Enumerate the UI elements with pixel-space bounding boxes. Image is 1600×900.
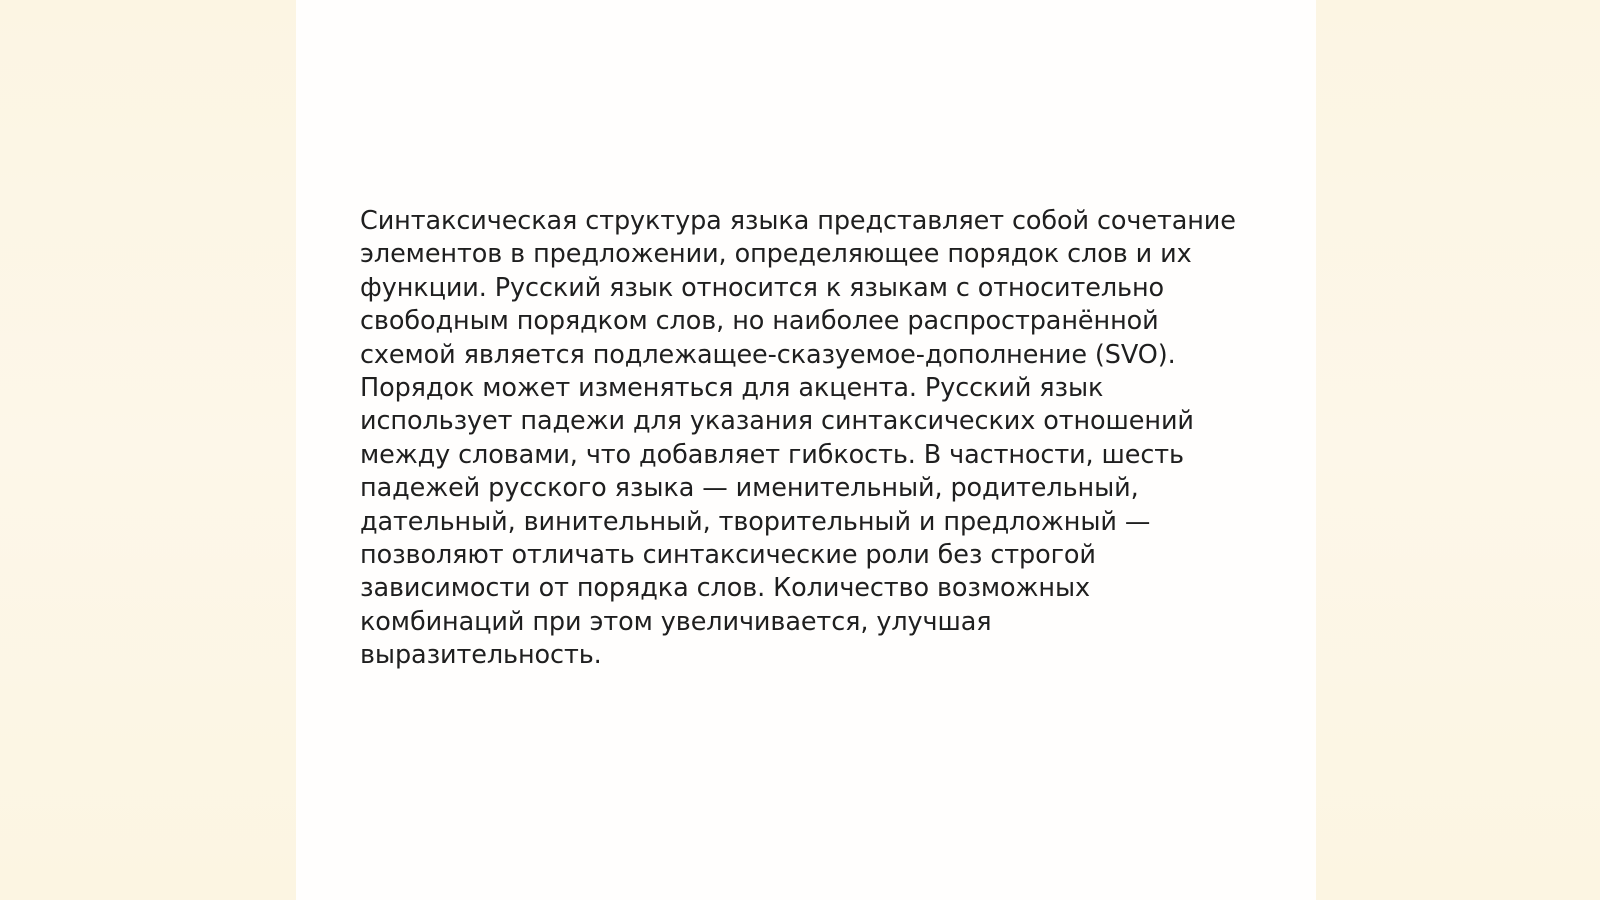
right-margin-background [1316,0,1600,900]
left-margin-background [0,0,296,900]
body-paragraph: Синтаксическая структура языка представляет собой сочетание элементов в предложении, определяющее порядок слов и их функции. Русский язык относится к языкам с относительно свободным порядком слов, но наиболее распространённой схемой является подлежащее-сказуемое-дополнение (SVO). Порядок может изменяться для акцента. Русский язык использует падежи для указания синтаксических отношений между словами, что добавляет гибкость. В частности, шесть падежей русского языка — именительный, родительный, дательный, винительный, творительный и предложный — позволяют отличать синтаксические роли без строгой зависимости от порядка слов. Количество возможных комбинаций при этом увеличивается, улучшая выразительность. [360,206,1236,671]
